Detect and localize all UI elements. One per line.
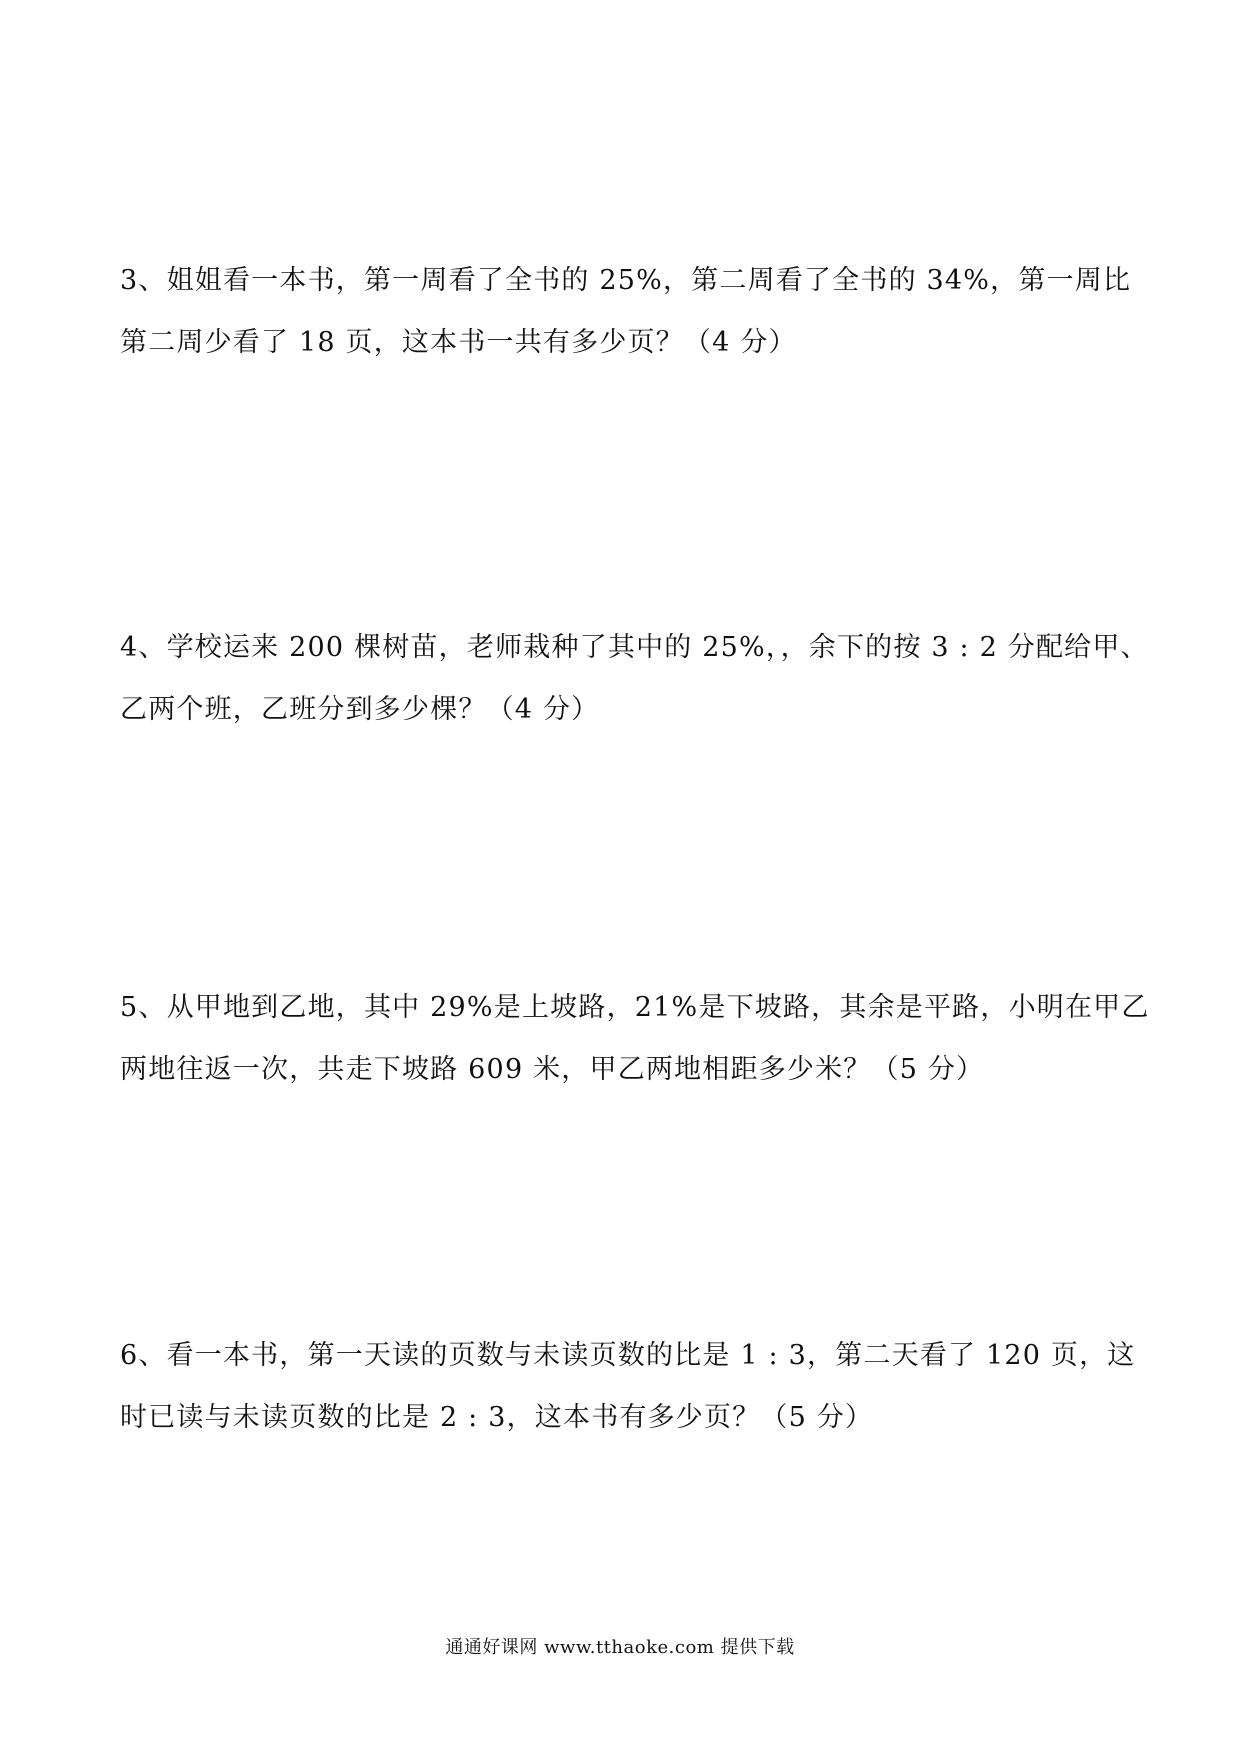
question-5 [120,977,1150,1101]
question-4 [120,617,1149,741]
question-3-line-2: 第二周少看了 18 页，这本书一共有多少页？（4 分） [120,327,797,358]
question-6 [120,1325,1136,1449]
question-5-line-2: 两地往返一次，共走下坡路 609 米，甲乙两地相距多少米？（5 分） [120,1054,985,1085]
question-4-line-1: 4、学校运来 200 棵树苗，老师栽种了其中的 25%，，余下的按 3 : 2 分配给甲、 [120,632,1149,663]
question-6-line-2: 时已读与未读页数的比是 2 : 3，这本书有多少页？（5 分） [120,1402,874,1433]
question-4-line-2: 乙两个班，乙班分到多少棵？（4 分） [120,694,600,725]
question-5-line-1: 5、从甲地到乙地，其中 29%是上坡路，21%是下坡路，其余是平路，小明在甲乙 [120,992,1150,1023]
question-3-line-1: 3、姐姐看一本书，第一周看了全书的 25%，第二周看了全书的 34%，第一周比 [120,265,1132,296]
question-3 [120,250,1130,374]
page-footer: 通通好课网 www.tthaoke.com 提供下载 [445,1637,795,1658]
question-6-line-1: 6、看一本书，第一天读的页数与未读页数的比是 1 : 3，第二天看了 120 页，这 [120,1340,1136,1371]
